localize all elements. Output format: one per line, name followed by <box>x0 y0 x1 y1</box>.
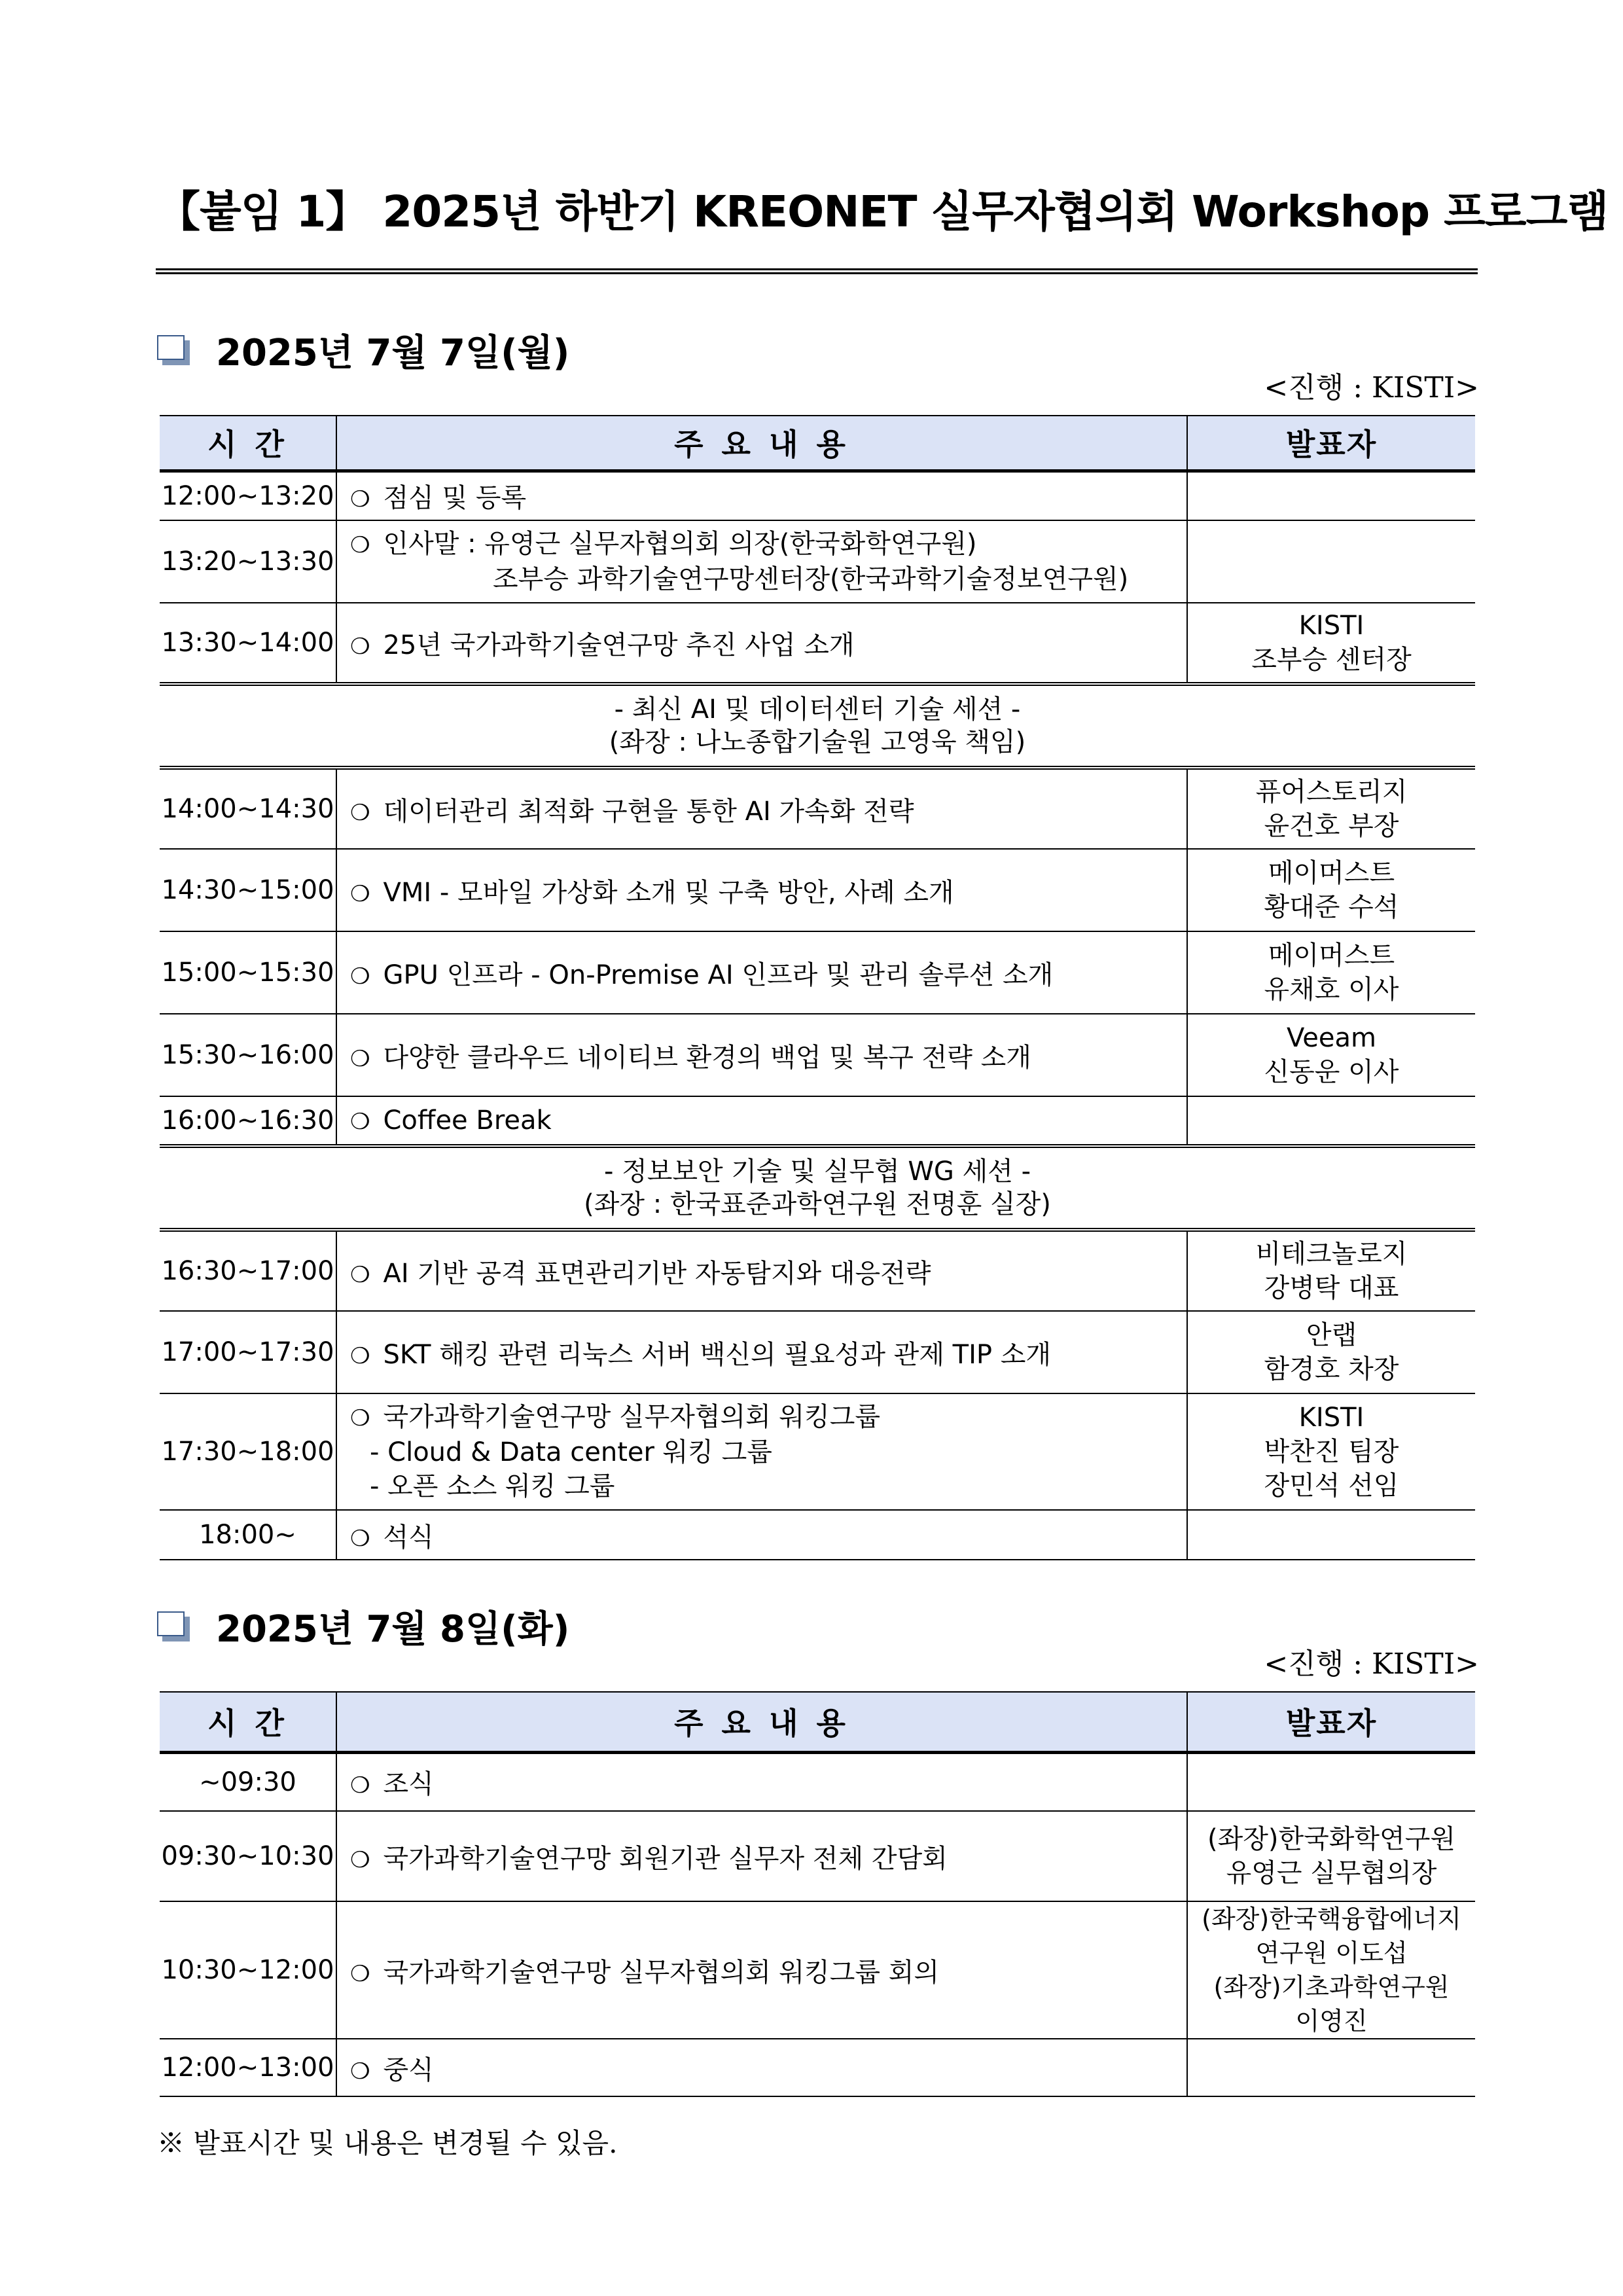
day2-host: <진행 : KISTI> <box>1264 1647 1479 1681</box>
page-title: 【붙임 1】 2025년 하반기 KREONET 실무자협의회 Workshop 프로그램 <box>157 187 1609 237</box>
row-time: 18:00~ <box>160 1510 336 1560</box>
row-content: ❍ VMI - 모바일 가상화 소개 및 구축 방안, 사례 소개 <box>336 849 1187 931</box>
row-presenter: 메이머스트 유채호 이사 <box>1187 931 1475 1014</box>
circle-bullet-icon: ❍ <box>350 1525 370 1552</box>
table-header-row <box>160 416 1475 471</box>
row-presenter <box>1187 1510 1475 1560</box>
table-row <box>160 931 1475 1014</box>
day2-heading <box>157 1604 569 1649</box>
row-presenter: 메이머스트 황대준 수석 <box>1187 849 1475 931</box>
row-time: 16:00~16:30 <box>160 1096 336 1146</box>
row-presenter <box>1187 1096 1475 1146</box>
row-time: ~09:30 <box>160 1752 336 1811</box>
table-row <box>160 1311 1475 1393</box>
circle-bullet-icon: ❍ <box>350 1261 370 1288</box>
square-bullet-icon <box>157 1611 190 1641</box>
footnote: ※ 발표시간 및 내용은 변경될 수 있음. <box>157 2127 618 2159</box>
row-time: 15:30~16:00 <box>160 1014 336 1096</box>
table-row <box>160 1393 1475 1510</box>
row-time: 13:30~14:00 <box>160 603 336 684</box>
row-time: 13:20~13:30 <box>160 520 336 603</box>
row-time: 14:30~15:00 <box>160 849 336 931</box>
circle-bullet-icon: ❍ <box>350 1405 370 1431</box>
row-time: 15:00~15:30 <box>160 931 336 1014</box>
circle-bullet-icon: ❍ <box>350 1045 370 1072</box>
row-time: 17:00~17:30 <box>160 1311 336 1393</box>
row-presenter <box>1187 2039 1475 2096</box>
row-presenter <box>1187 471 1475 520</box>
row-content: ❍ GPU 인프라 - On-Premise AI 인프라 및 관리 솔루션 소개 <box>336 931 1187 1014</box>
day1-heading <box>157 327 569 373</box>
row-presenter: Veeam 신동운 이사 <box>1187 1014 1475 1096</box>
table-row <box>160 471 1475 520</box>
table-row <box>160 1901 1475 2039</box>
session-row <box>160 1146 1475 1230</box>
circle-bullet-icon: ❍ <box>350 2058 370 2085</box>
header-time: 시 간 <box>160 416 336 471</box>
circle-bullet-icon: ❍ <box>350 963 370 990</box>
table-row <box>160 849 1475 931</box>
row-content: ❍ 데이터관리 최적화 구현을 통한 AI 가속화 전략 <box>336 768 1187 849</box>
row-presenter: 비테크놀로지 강병탁 대표 <box>1187 1230 1475 1311</box>
row-presenter <box>1187 1752 1475 1811</box>
header-content: 주 요 내 용 <box>336 416 1187 471</box>
row-presenter: 안랩 함경호 차장 <box>1187 1311 1475 1393</box>
circle-bullet-icon: ❍ <box>350 1772 370 1799</box>
header-time: 시 간 <box>160 1692 336 1752</box>
square-bullet-icon <box>157 335 190 365</box>
row-presenter: (좌장)한국화학연구원 유영근 실무협의장 <box>1187 1811 1475 1901</box>
circle-bullet-icon: ❍ <box>350 1846 370 1873</box>
circle-bullet-icon: ❍ <box>350 1960 370 1987</box>
row-content: ❍ AI 기반 공격 표면관리기반 자동탐지와 대응전략 <box>336 1230 1187 1311</box>
row-time: 09:30~10:30 <box>160 1811 336 1901</box>
row-time: 16:30~17:00 <box>160 1230 336 1311</box>
day1-date: 2025년 7월 7일(월) <box>216 332 570 374</box>
session-title: - 최신 AI 및 데이터센터 기술 세션 - (좌장 : 나노종합기술원 고영욱 책임) <box>160 684 1475 768</box>
row-time: 17:30~18:00 <box>160 1393 336 1510</box>
row-content: ❍ SKT 해킹 관련 리눅스 서버 백신의 필요성과 관제 TIP 소개 <box>336 1311 1187 1393</box>
circle-bullet-icon: ❍ <box>350 486 370 513</box>
table-row <box>160 1811 1475 1901</box>
session-row <box>160 684 1475 768</box>
row-presenter: KISTI 박찬진 팀장 장민석 선임 <box>1187 1393 1475 1510</box>
row-time: 10:30~12:00 <box>160 1901 336 2039</box>
session-title: - 정보보안 기술 및 실무협 WG 세션 - (좌장 : 한국표준과학연구원 전명훈 실장) <box>160 1146 1475 1230</box>
circle-bullet-icon: ❍ <box>350 799 370 826</box>
day1-schedule-table <box>160 415 1475 1560</box>
row-content: ❍ 석식 <box>336 1510 1187 1560</box>
table-row <box>160 603 1475 684</box>
row-content: ❍ 국가과학기술연구망 실무자협의회 워킹그룹 - Cloud & Data center 워킹 그룹 - 오픈 소스 워킹 그룹 <box>336 1393 1187 1510</box>
day1-host: <진행 : KISTI> <box>1264 371 1479 404</box>
row-time: 12:00~13:00 <box>160 2039 336 2096</box>
row-presenter: 퓨어스토리지 윤건호 부장 <box>1187 768 1475 849</box>
table-row <box>160 768 1475 849</box>
circle-bullet-icon: ❍ <box>350 633 370 660</box>
circle-bullet-icon: ❍ <box>350 1109 370 1135</box>
table-row <box>160 1752 1475 1811</box>
row-content: ❍ 인사말 : 유영근 실무자협의회 의장(한국화학연구원) 조부승 과학기술연구망센터장(한국과학기술정보연구원) <box>336 520 1187 603</box>
row-content: ❍ 점심 및 등록 <box>336 471 1187 520</box>
title-divider <box>156 268 1478 274</box>
row-content: ❍ 국가과학기술연구망 회원기관 실무자 전체 간담회 <box>336 1811 1187 1901</box>
circle-bullet-icon: ❍ <box>350 532 370 558</box>
table-row <box>160 520 1475 603</box>
row-time: 12:00~13:20 <box>160 471 336 520</box>
table-row <box>160 1014 1475 1096</box>
row-content: ❍ 25년 국가과학기술연구망 추진 사업 소개 <box>336 603 1187 684</box>
row-content: ❍ 조식 <box>336 1752 1187 1811</box>
header-presenter: 발표자 <box>1187 1692 1475 1752</box>
header-presenter: 발표자 <box>1187 416 1475 471</box>
row-content: ❍ 국가과학기술연구망 실무자협의회 워킹그룹 회의 <box>336 1901 1187 2039</box>
row-presenter <box>1187 520 1475 603</box>
row-presenter: (좌장)한국핵융합에너지 연구원 이도섭 (좌장)기초과학연구원 이영진 <box>1187 1901 1475 2039</box>
table-header-row <box>160 1692 1475 1752</box>
row-time: 14:00~14:30 <box>160 768 336 849</box>
table-row <box>160 2039 1475 2096</box>
circle-bullet-icon: ❍ <box>350 880 370 907</box>
row-content: ❍ 중식 <box>336 2039 1187 2096</box>
row-content: ❍ 다양한 클라우드 네이티브 환경의 백업 및 복구 전략 소개 <box>336 1014 1187 1096</box>
day2-date: 2025년 7월 8일(화) <box>216 1608 570 1651</box>
day2-schedule-table <box>160 1691 1475 2097</box>
circle-bullet-icon: ❍ <box>350 1342 370 1369</box>
table-row <box>160 1230 1475 1311</box>
row-content: ❍ Coffee Break <box>336 1096 1187 1146</box>
table-row <box>160 1510 1475 1560</box>
table-row <box>160 1096 1475 1146</box>
row-presenter: KISTI 조부승 센터장 <box>1187 603 1475 684</box>
header-content: 주 요 내 용 <box>336 1692 1187 1752</box>
